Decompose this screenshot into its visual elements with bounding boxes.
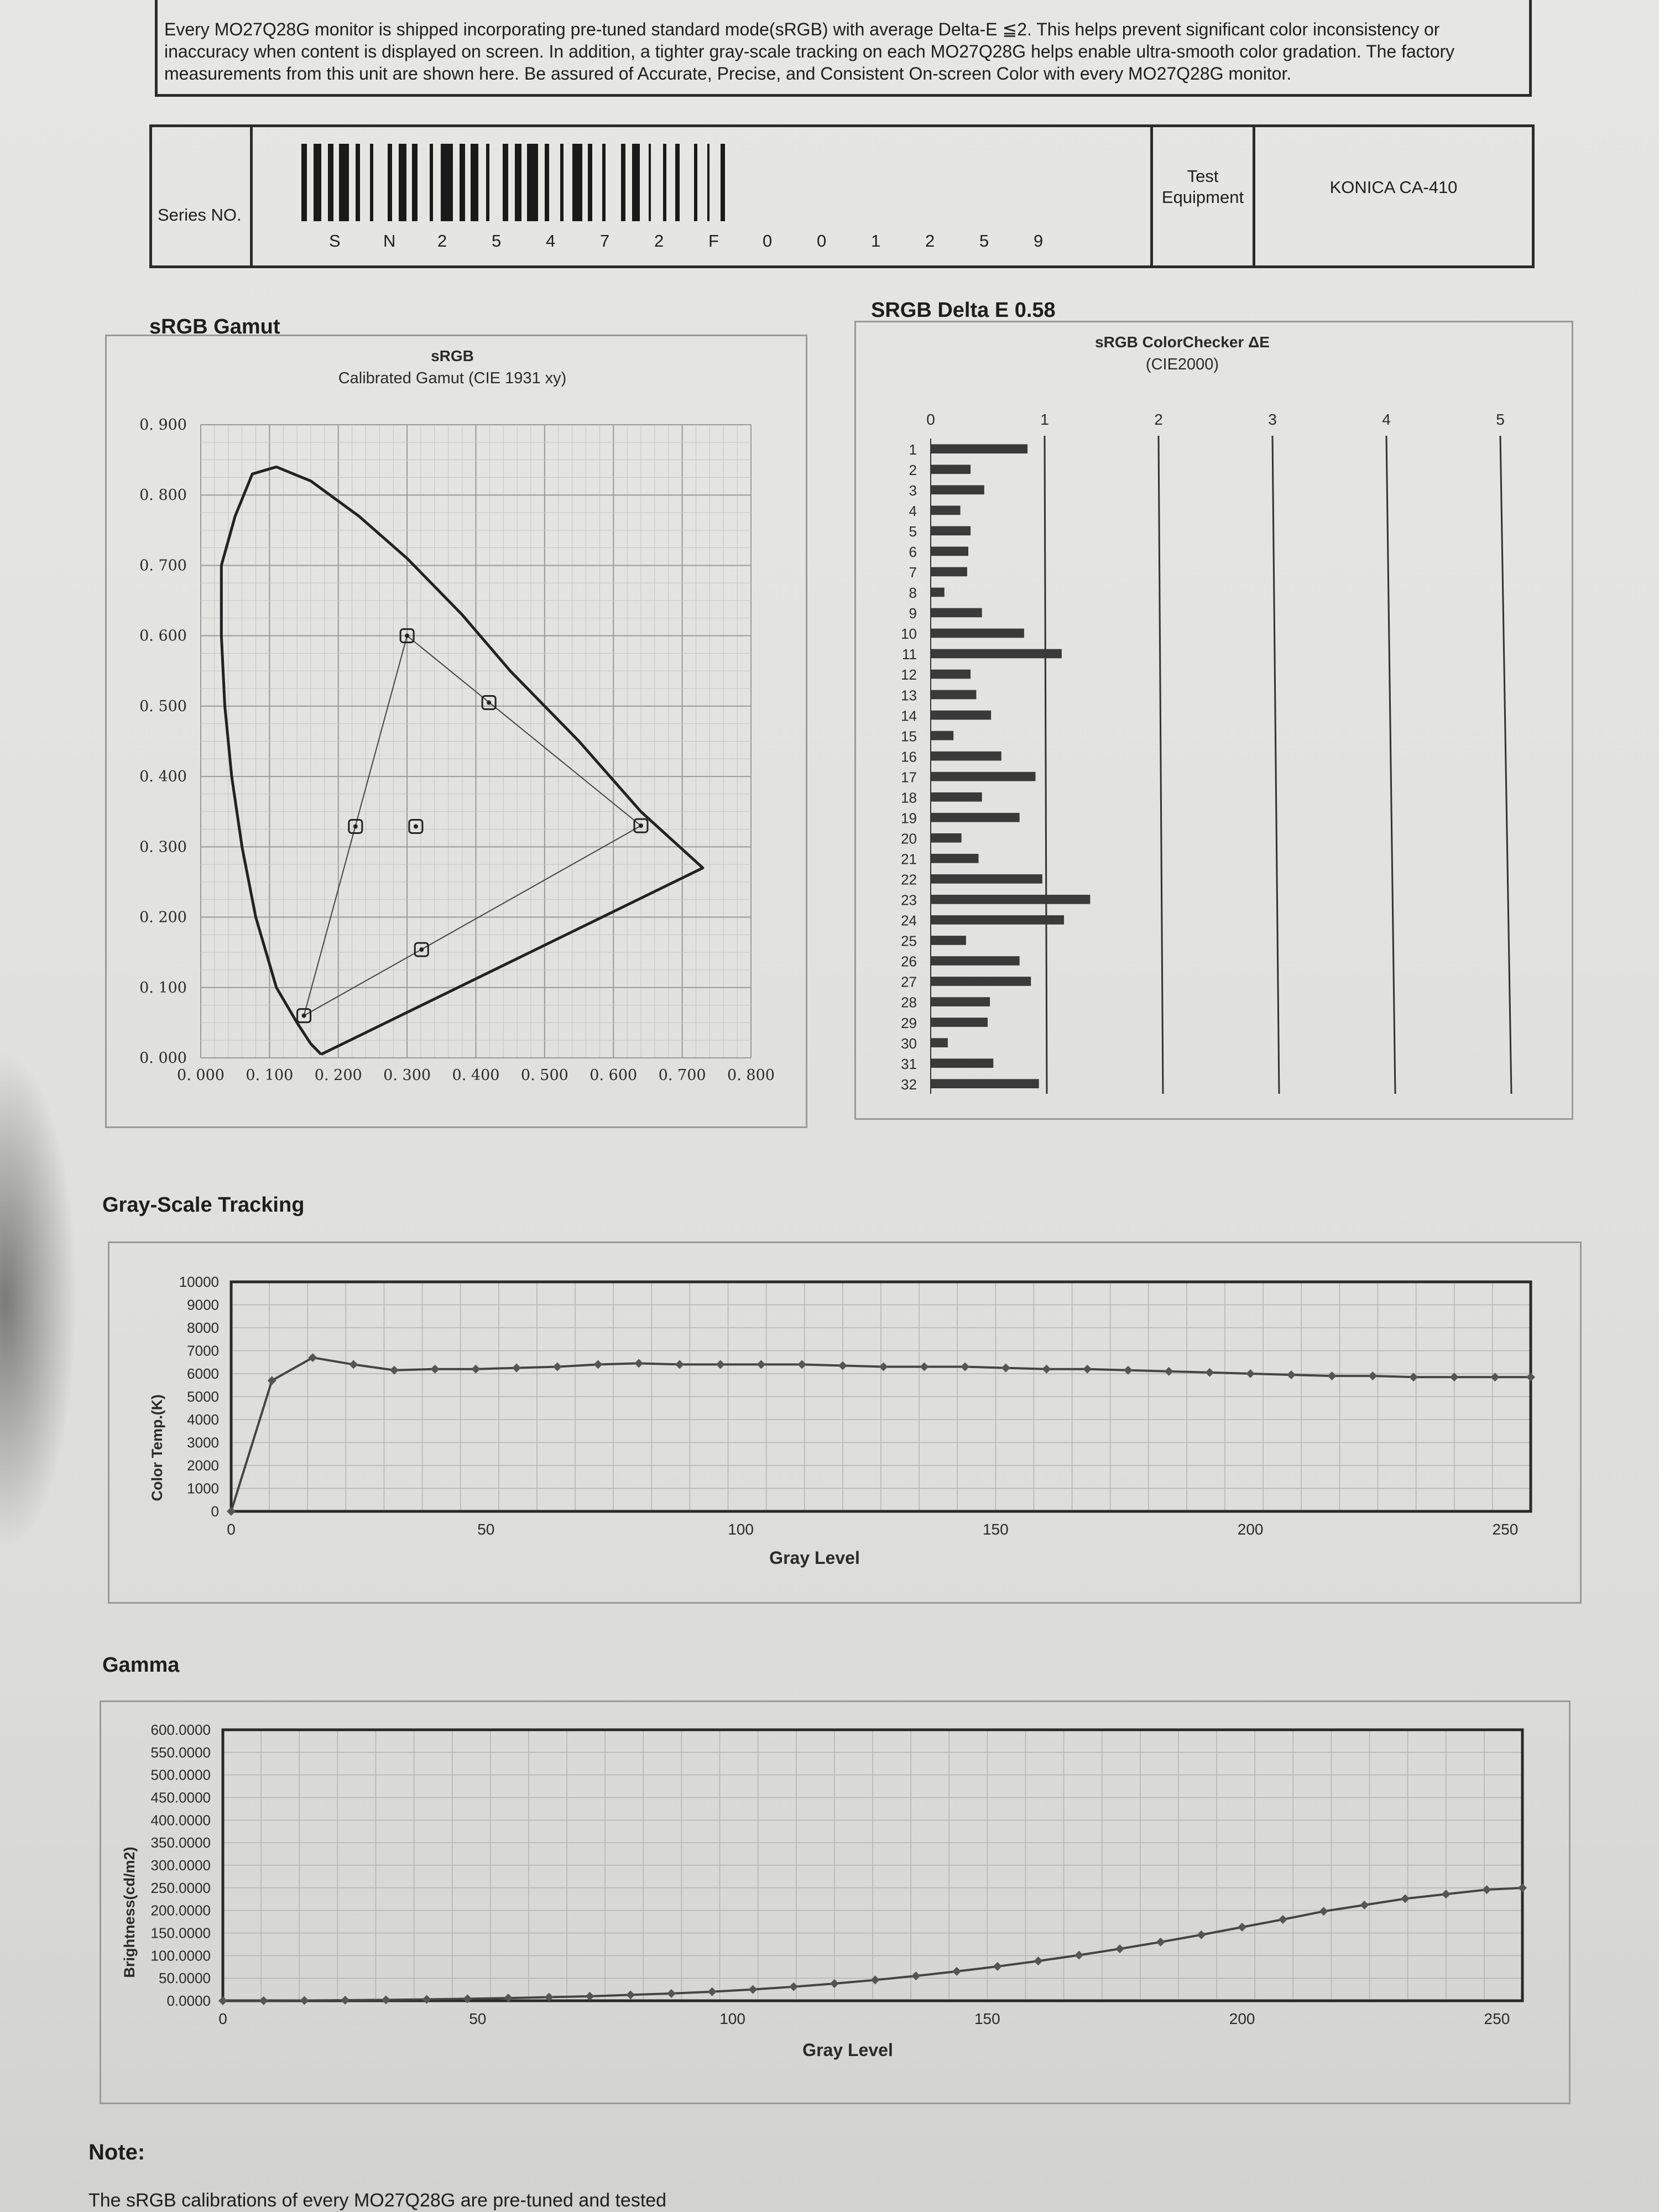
serial-character: F [708,231,719,251]
gamma-data-point [1156,1938,1165,1947]
gamma-data-point [1238,1923,1246,1932]
grayscale-x-tick-label: 50 [477,1521,495,1538]
grayscale-data-point [961,1363,969,1371]
delta-e-x-tick-label: 2 [1154,411,1163,428]
equipment-label: Test Equipment [1161,166,1244,207]
grayscale-data-point [920,1363,928,1371]
serial-character: 2 [925,231,935,251]
gamma-section-title: Gamma [102,1653,180,1677]
gamma-data-point [952,1967,961,1976]
grayscale-x-tick-label: 100 [728,1521,754,1538]
delta-e-category-label: 10 [901,625,917,643]
delta-e-category-label: 11 [902,646,917,663]
delta-e-category-label: 7 [909,564,917,581]
gamma-data-point [1482,1885,1491,1894]
gamma-y-tick-label: 450.0000 [150,1789,211,1806]
gamma-data-point [422,1995,431,2004]
delta-e-category-label: 23 [901,891,917,909]
delta-e-bar [931,731,953,740]
serial-character: 5 [492,231,502,251]
grayscale-data-point [471,1365,480,1374]
gamut-point-dot [302,1014,306,1018]
delta-e-bar [931,608,982,618]
gamma-xlabel: Gray Level [802,2040,893,2060]
delta-e-x-tick-label: 0 [926,411,935,428]
gamma-y-tick-label: 500.0000 [150,1766,211,1783]
grayscale-panel [108,1241,1582,1604]
grayscale-data-point [716,1360,725,1369]
delta-e-bar [931,792,982,802]
grayscale-y-tick-label: 5000 [187,1388,219,1405]
gamma-data-point [341,1996,349,2005]
gamut-x-tick-label: 0. 200 [314,1067,362,1084]
grayscale-x-tick-label: 200 [1237,1521,1264,1538]
grayscale-y-tick-label: 0 [211,1503,219,1520]
gamut-point-dot [353,824,358,828]
gamma-data-point [667,1989,676,1998]
delta-e-gridline [1500,436,1511,1094]
grayscale-y-tick-label: 2000 [187,1457,219,1474]
delta-e-category-label: 6 [909,544,917,561]
delta-e-bar [931,772,1036,781]
serial-character: S [329,231,341,251]
gamma-x-tick-label: 50 [469,2010,487,2027]
gamut-point-dot [487,701,491,705]
gamut-y-tick-label: 0. 200 [139,909,187,926]
grayscale-x-tick-label: 250 [1492,1521,1519,1538]
grayscale-data-point [268,1376,276,1385]
delta-e-bar [931,505,961,515]
gamma-data-point [1518,1884,1527,1892]
gamma-data-point [218,1996,227,2005]
note-text: The sRGB calibrations of every MO27Q28G are pre-tuned and tested [88,2190,667,2211]
delta-e-category-label: 25 [901,932,917,950]
delta-e-category-label: 29 [901,1014,917,1031]
delta-e-bar [931,485,984,494]
delta-e-bar [931,547,968,556]
serial-character: N [383,231,396,251]
delta-e-bar [931,465,971,474]
gamut-panel [105,335,807,1128]
gamma-panel [100,1700,1571,2104]
gamma-data-point [993,1962,1002,1971]
grayscale-data-point [1042,1365,1051,1374]
delta-e-gridline [1159,436,1163,1094]
gamut-y-tick-label: 0. 500 [139,697,187,715]
delta-e-category-label: 18 [901,789,917,806]
note-title: Note: [88,2140,145,2164]
gamma-data-point [1360,1901,1369,1910]
grayscale-y-tick-label: 1000 [187,1480,219,1497]
gamma-data-point [1442,1890,1451,1898]
delta-e-category-label: 1 [909,441,917,458]
gamut-x-tick-label: 0. 100 [246,1067,294,1084]
gamma-ylabel: Brightness(cd/m2) [121,1846,138,1978]
grayscale-y-tick-label: 10000 [179,1274,219,1290]
gamma-y-tick-label: 200.0000 [150,1902,211,1919]
gamut-point-dot [419,947,424,952]
delta-e-bar [931,444,1027,453]
grayscale-data-point [1165,1367,1173,1376]
delta-e-x-tick-label: 5 [1496,411,1505,428]
gamma-y-tick-label: 100.0000 [150,1947,211,1964]
delta-e-bar [931,936,966,945]
delta-e-bar [931,854,979,863]
gamut-y-tick-label: 0. 100 [139,979,187,997]
delta-e-bar [931,915,1064,925]
gamut-y-tick-label: 0. 300 [139,838,187,856]
grayscale-data-point [1328,1371,1337,1380]
gamma-data-point [871,1975,880,1984]
serial-character: 4 [546,231,556,251]
delta-e-bar [931,977,1031,986]
delta-e-bar [931,1079,1039,1088]
gamut-y-tick-label: 0. 900 [139,416,187,434]
gamut-x-tick-label: 0. 300 [383,1067,431,1084]
serial-label: Series NO. [158,205,242,225]
serial-character: 0 [763,231,773,251]
grayscale-y-tick-label: 7000 [187,1342,219,1359]
serial-character: 5 [979,231,989,251]
gamut-y-tick-label: 0. 000 [139,1050,187,1067]
delta-e-category-label: 3 [909,482,917,499]
gamma-y-tick-label: 150.0000 [150,1924,211,1942]
gamut-chart-subtitle: Calibrated Gamut (CIE 1931 xy) [338,369,567,387]
gamut-x-tick-label: 0. 700 [658,1067,706,1084]
gamma-data-point [300,1996,309,2005]
delta-e-bar [931,629,1024,638]
delta-e-category-label: 20 [901,830,917,847]
delta-e-category-label: 31 [901,1055,917,1072]
delta-e-bar [931,1018,988,1027]
delta-e-chart [856,322,1572,1118]
gamut-y-tick-label: 0. 800 [139,487,187,504]
grayscale-ylabel: Color Temp.(K) [149,1394,165,1501]
photo-shadow [0,1051,77,1548]
equipment-label-cell [1150,127,1255,265]
delta-e-category-label: 5 [909,523,917,540]
gamma-data-point [911,1971,920,1980]
grayscale-data-point [1246,1369,1255,1378]
delta-e-bar [931,833,962,843]
delta-e-bar [931,567,967,577]
grayscale-section-title: Gray-Scale Tracking [102,1193,305,1217]
gamut-x-tick-label: 0. 000 [177,1067,225,1084]
grayscale-data-point [349,1360,358,1369]
delta-e-category-label: 16 [901,748,917,765]
serial-character: 7 [600,231,610,251]
grayscale-data-point [431,1365,440,1374]
gamma-y-tick-label: 0.0000 [166,1992,211,2009]
serial-barcode-cell [152,127,1153,265]
grayscale-data-point [634,1359,643,1368]
gamma-x-tick-label: 200 [1229,2010,1255,2027]
delta-e-gridline [1045,436,1047,1094]
gamma-x-tick-label: 150 [974,2010,1000,2027]
grayscale-data-point [1001,1364,1010,1373]
grayscale-x-tick-label: 0 [227,1521,236,1538]
gamma-data-point [830,1979,839,1988]
delta-e-bar [931,526,971,535]
gamut-x-tick-label: 0. 600 [589,1067,638,1084]
grayscale-data-point [308,1353,317,1362]
gamma-data-point [259,1996,268,2005]
serial-box [149,124,1535,268]
delta-e-category-label: 27 [901,973,917,990]
delta-e-category-label: 28 [901,994,917,1011]
grayscale-data-point [1083,1365,1092,1374]
delta-e-bar [931,670,971,679]
delta-e-bar [931,711,991,720]
gamut-section-title: sRGB Gamut [149,315,280,338]
gamut-point-dot [414,824,418,828]
serial-character: 2 [437,231,447,251]
delta-e-category-label: 21 [901,851,917,868]
grayscale-chart [109,1243,1580,1602]
gamma-data-point [1034,1957,1043,1965]
gamut-x-tick-label: 0. 800 [727,1067,775,1084]
gamma-data-point [1279,1915,1287,1924]
serial-character: 2 [654,231,664,251]
gamut-chart-title: sRGB [431,347,474,364]
gamma-y-tick-label: 550.0000 [150,1744,211,1761]
delta-e-panel [854,321,1573,1120]
gamma-y-tick-label: 50.0000 [159,1970,211,1987]
gamut-point-dot [405,634,409,638]
delta-e-category-label: 4 [909,502,917,519]
delta-e-gridline [1272,436,1279,1094]
gamut-x-tick-label: 0. 400 [452,1067,500,1084]
gamma-data-point [382,1995,390,2004]
grayscale-y-tick-label: 6000 [187,1365,219,1382]
equipment-value: KONICA CA-410 [1329,178,1458,197]
delta-e-category-label: 13 [901,687,917,704]
gamma-y-tick-label: 350.0000 [150,1834,211,1851]
grayscale-data-point [757,1360,765,1369]
grayscale-data-point [227,1507,236,1516]
grayscale-y-tick-label: 3000 [187,1434,219,1451]
delta-e-category-label: 32 [901,1076,917,1093]
delta-e-section-title: SRGB Delta E 0.58 [871,299,1056,322]
gamut-y-tick-label: 0. 600 [139,627,187,645]
delta-e-category-label: 8 [909,585,917,602]
gamma-data-point [1319,1907,1328,1916]
grayscale-data-point [512,1364,521,1373]
serial-character: 0 [817,231,827,251]
gamma-data-point [789,1983,798,1991]
delta-e-gridline [1386,436,1395,1094]
delta-e-category-label: 22 [901,871,917,888]
gamma-x-tick-label: 0 [218,2010,227,2027]
delta-e-category-label: 19 [901,810,917,827]
delta-e-category-label: 12 [901,666,917,684]
gamma-data-point [1074,1951,1083,1960]
grayscale-data-point [1368,1371,1377,1380]
grayscale-data-point [1287,1370,1296,1379]
gamma-x-tick-label: 250 [1484,2010,1510,2027]
gamma-y-tick-label: 300.0000 [150,1857,211,1874]
gamma-data-point [748,1985,757,1994]
grayscale-data-point [553,1363,562,1371]
gamma-y-tick-label: 250.0000 [150,1879,211,1896]
delta-e-bar [931,895,1090,904]
delta-e-chart-title: sRGB ColorChecker ΔE [1095,333,1270,351]
delta-e-bar [931,649,1062,659]
gamut-y-tick-label: 0. 700 [139,557,187,575]
gamut-chart [107,336,806,1126]
gamma-data-point [626,1990,635,1999]
delta-e-x-tick-label: 3 [1268,411,1277,428]
delta-e-bar [931,690,976,700]
delta-e-x-tick-label: 1 [1040,411,1049,428]
gamut-point-dot [639,823,643,828]
gamma-data-point [1115,1944,1124,1953]
grayscale-y-tick-label: 8000 [187,1319,219,1336]
gamma-y-tick-label: 600.0000 [150,1721,211,1738]
delta-e-category-label: 2 [909,461,917,478]
grayscale-data-point [797,1360,806,1369]
gamma-y-tick-label: 400.0000 [150,1812,211,1829]
gamut-x-tick-label: 0. 500 [520,1067,568,1084]
gamma-data-point [1401,1894,1410,1903]
serial-character: 1 [871,231,881,251]
delta-e-bar [931,752,1001,761]
delta-e-bar [931,1038,948,1047]
delta-e-bar [931,997,990,1006]
gamut-y-tick-label: 0. 400 [139,768,187,786]
delta-e-bar [931,874,1042,884]
delta-e-category-label: 26 [901,953,917,970]
grayscale-xlabel: Gray Level [769,1548,860,1568]
grayscale-y-tick-label: 9000 [187,1296,219,1313]
intro-box [155,0,1532,97]
delta-e-category-label: 9 [909,605,917,622]
grayscale-data-point [594,1360,603,1369]
grayscale-y-tick-label: 4000 [187,1411,219,1428]
gamma-data-point [1197,1931,1206,1939]
grayscale-x-tick-label: 150 [982,1521,1009,1538]
grayscale-data-point [675,1360,684,1369]
gamma-chart [101,1702,1569,2103]
delta-e-chart-subtitle: (CIE2000) [1145,356,1219,373]
serial-character: 9 [1034,231,1044,251]
delta-e-category-label: 17 [901,769,917,786]
delta-e-category-label: 30 [901,1035,917,1052]
delta-e-category-label: 15 [901,728,917,745]
delta-e-category-label: 24 [901,912,917,929]
grayscale-data-point [879,1363,888,1371]
delta-e-bar [931,813,1020,822]
delta-e-category-label: 14 [901,707,917,724]
gamma-x-tick-label: 100 [719,2010,745,2027]
intro-text: Every MO27Q28G monitor is shipped incorporating pre-tuned standard mode(sRGB) with average Delta-E ≦2. This helps prevent significant color inconsistency or inaccuracy when content is displayed on screen. In addition, a tighter gray-scale tracking on each MO27Q28G helps enable ultra-smooth color gradation. The factory measurements from this unit are shown here. Be assured of Accurate, Precise, and Consistent On-screen Color with every MO27Q28G monitor. [164,19,1455,84]
delta-e-bar [931,956,1020,966]
delta-e-bar [931,1058,993,1068]
delta-e-x-tick-label: 4 [1382,411,1391,428]
delta-e-bar [931,588,945,597]
grayscale-data-point [838,1361,847,1370]
gamma-data-point [586,1992,594,2001]
gamma-data-point [708,1987,717,1996]
grayscale-data-point [1205,1368,1214,1377]
